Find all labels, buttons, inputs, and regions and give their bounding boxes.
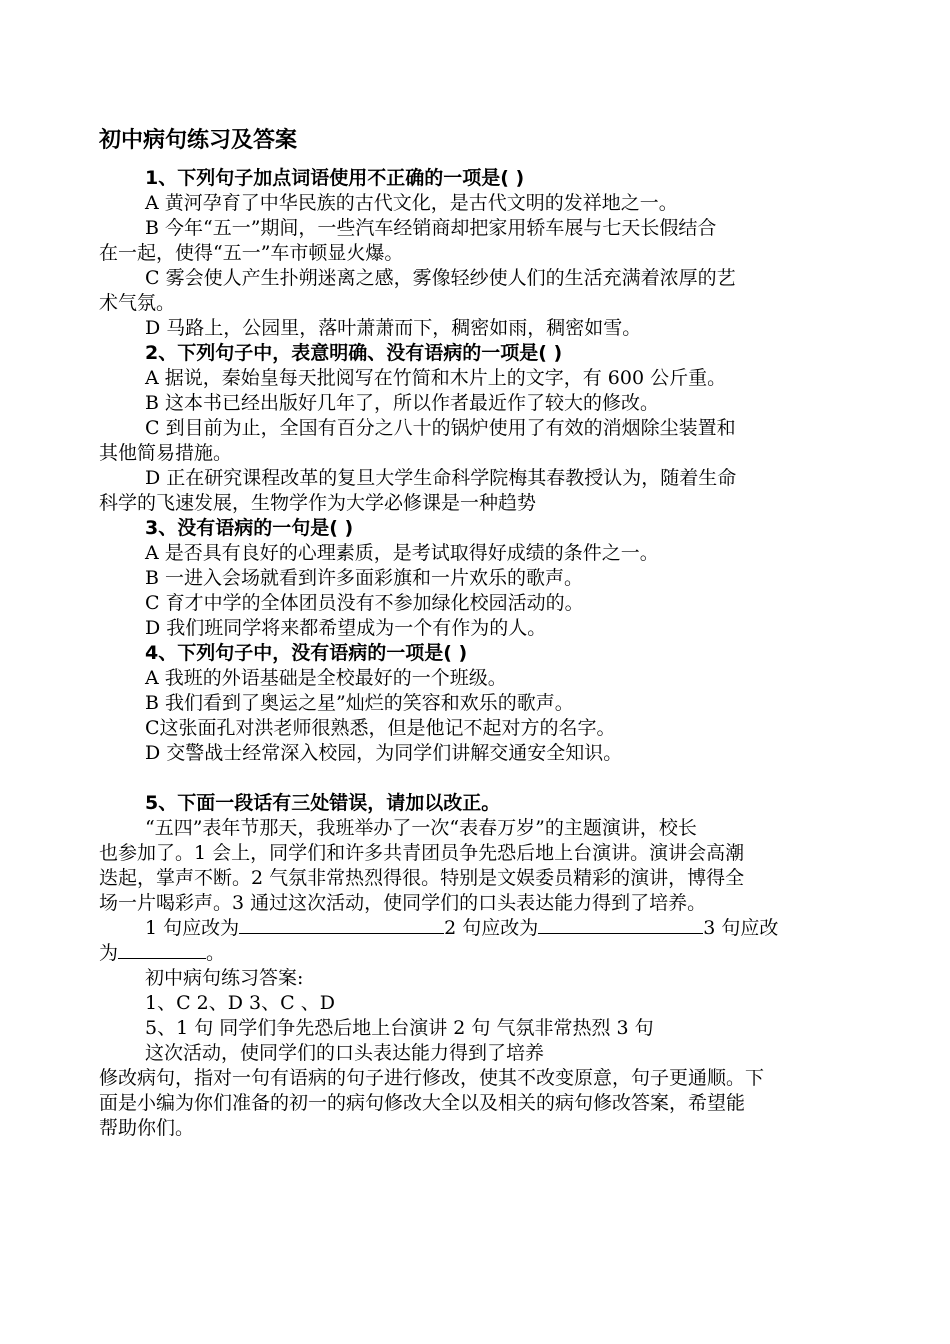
footer-line-2: 面是小编为你们准备的初一的病句修改大全以及相关的病句修改答案，希望能 — [99, 1092, 746, 1114]
spacer — [99, 766, 849, 791]
answers-heading: 初中病句练习答案: — [145, 967, 304, 989]
q4-option-d: D 交警战士经常深入校园，为同学们讲解交通安全知识。 — [145, 742, 623, 764]
q5-passage-line-2: 也参加了。1 会上，同学们和许多共青团员争先恐后地上台演讲。演讲会高潮 — [99, 842, 745, 864]
q5-passage-line-3: 迭起，掌声不断。2 气氛非常热烈得很。特别是文娱委员精彩的演讲，博得全 — [99, 867, 745, 889]
question-4: 4、下列句子中，没有语病的一项是( ) — [145, 642, 468, 664]
q1-option-b-cont: 在一起，使得“五一”车市顿显火爆。 — [99, 242, 404, 264]
q2-option-a: A 据说，秦始皇每天批阅写在竹简和木片上的文字，有 600 公斤重。 — [145, 367, 727, 389]
q3-option-c: C 育才中学的全体团员没有不参加绿化校园活动的。 — [145, 592, 584, 614]
question-2: 2、下列句子中，表意明确、没有语病的一项是( ) — [145, 342, 563, 364]
q1-option-d: D 马路上，公园里，落叶萧萧而下，稠密如雨，稠密如雪。 — [145, 317, 642, 339]
q4-option-a: A 我班的外语基础是全校最好的一个班级。 — [145, 667, 507, 689]
q3-option-d: D 我们班同学将来都希望成为一个有作为的人。 — [145, 617, 547, 639]
q2-option-d-cont: 科学的飞速发展，生物学作为大学必修课是一种趋势 — [99, 492, 537, 514]
q1-option-c: C 雾会使人产生扑朔迷离之感，雾像轻纱使人们的生活充满着浓厚的艺 — [145, 267, 736, 289]
fill-label-4: 为 — [99, 942, 119, 964]
q1-option-a: A 黄河孕育了中华民族的古代文化，是古代文明的发祥地之一。 — [145, 192, 678, 214]
q4-option-b: B 我们看到了奥运之星”灿烂的笑容和欢乐的歌声。 — [145, 692, 574, 714]
q3-option-a: A 是否具有良好的心理素质，是考试取得好成绩的条件之一。 — [145, 542, 659, 564]
fill-end: 。 — [206, 942, 226, 964]
answers-line-3: 这次活动，使同学们的口头表达能力得到了培养 — [145, 1042, 545, 1064]
footer-line-3: 帮助你们。 — [99, 1117, 195, 1139]
footer-line-1: 修改病句，指对一句有语病的句子进行修改，使其不改变原意，句子更通顺。下 — [99, 1067, 765, 1089]
document-title: 初中病句练习及答案 — [99, 128, 298, 153]
q2-option-b: B 这本书已经出版好几年了，所以作者最近作了较大的修改。 — [145, 392, 660, 414]
blank-3 — [118, 942, 206, 959]
q2-option-c-cont: 其他简易措施。 — [99, 442, 233, 464]
q5-passage-line-4: 场一片喝彩声。3 通过这次活动，使同学们的口头表达能力得到了培养。 — [99, 892, 707, 914]
document-page — [99, 126, 849, 1141]
q2-option-c: C 到目前为止，全国有百分之八十的锅炉使用了有效的消烟除尘装置和 — [145, 417, 736, 439]
q4-option-c: C这张面孔对洪老师很熟悉，但是他记不起对方的名字。 — [145, 717, 616, 739]
question-1: 1、下列句子加点词语使用不正确的一项是( ) — [145, 167, 525, 189]
q5-fill-line — [99, 916, 849, 941]
q5-passage-line-1: “五四”表年节那天，我班举办了一次“表春万岁”的主题演讲，校长 — [145, 817, 697, 839]
q1-option-c-cont: 术气氛。 — [99, 292, 176, 314]
blank-2 — [538, 917, 703, 934]
q1-option-b: B 今年“五一”期间，一些汽车经销商却把家用轿车展与七天长假结合 — [145, 217, 717, 239]
fill-label-2: 2 句应改为 — [444, 917, 539, 939]
q3-option-b: B 一进入会场就看到许多面彩旗和一片欢乐的歌声。 — [145, 567, 584, 589]
fill-label-3: 3 句应改 — [703, 917, 779, 939]
question-5: 5、下面一段话有三处错误，请加以改正。 — [145, 792, 501, 814]
answers-line-2: 5、1 句 同学们争先恐后地上台演讲 2 句 气氛非常热烈 3 句 — [145, 1017, 654, 1039]
q5-fill-line-cont — [99, 941, 849, 966]
blank-1 — [239, 917, 444, 934]
q2-option-d: D 正在研究课程改革的复旦大学生命科学院梅其春教授认为，随着生命 — [145, 467, 737, 489]
answers-line-1: 1、C 2、D 3、C 、D — [145, 992, 335, 1014]
fill-label-1: 1 句应改为 — [145, 917, 240, 939]
question-3: 3、没有语病的一句是( ) — [145, 517, 354, 539]
